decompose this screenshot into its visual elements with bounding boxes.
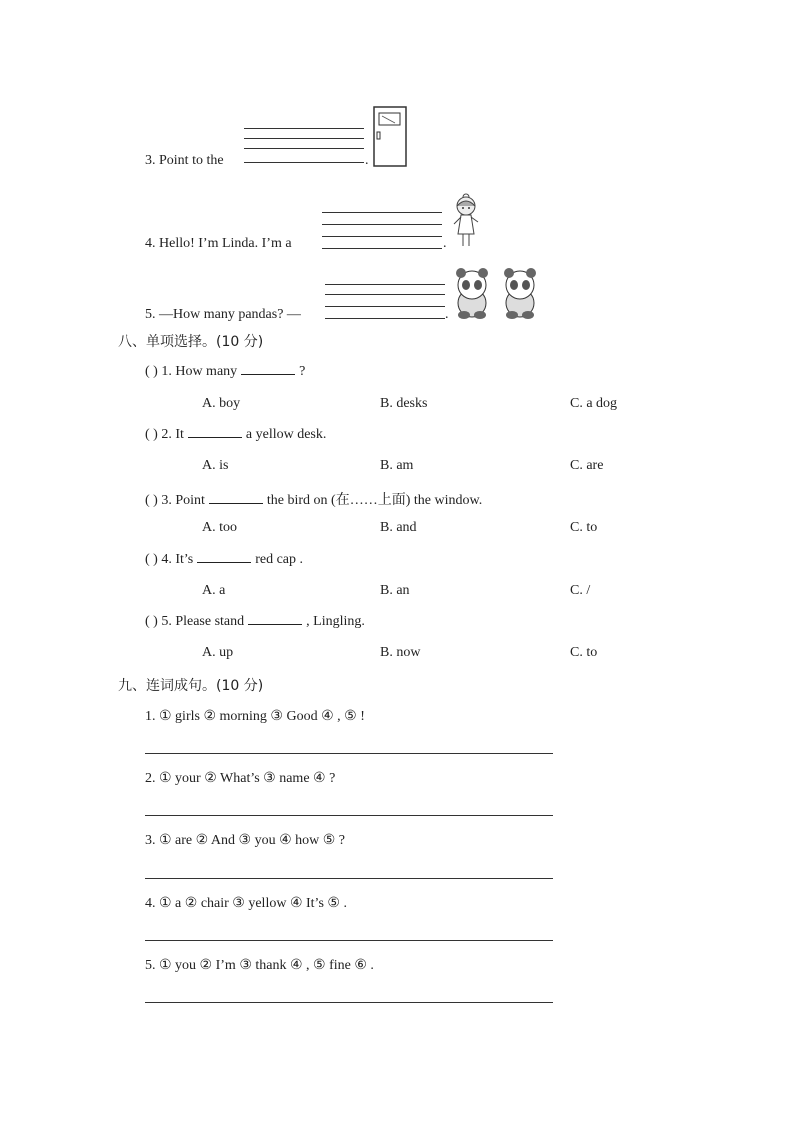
answer-blank xyxy=(188,436,242,438)
item-text: —How many pandas? — xyxy=(159,307,301,322)
option-c: C. to xyxy=(570,645,598,660)
answer-line[interactable] xyxy=(145,878,553,879)
answer-line[interactable] xyxy=(145,815,553,816)
option-c: C. a dog xyxy=(570,396,618,411)
question-text-after: red cap . xyxy=(255,552,304,567)
answer-paren[interactable]: ( ) xyxy=(145,427,158,442)
answer-line[interactable] xyxy=(145,1002,553,1003)
question-text-after: ? xyxy=(299,364,306,379)
option-a: A. a xyxy=(202,583,226,598)
option-c: C. / xyxy=(570,583,591,598)
item-number: 3. xyxy=(145,153,156,168)
item-text: Point to the xyxy=(159,153,224,168)
option-b: B. desks xyxy=(380,396,428,411)
picture-item-3 xyxy=(145,153,224,169)
question-row xyxy=(145,427,326,443)
pandas-icon xyxy=(450,267,544,321)
question-text: 2. It xyxy=(161,427,184,442)
option-c: C. are xyxy=(570,458,604,473)
option-a: A. too xyxy=(202,520,237,535)
period: . xyxy=(365,153,369,168)
question-text: 3. Point xyxy=(161,493,205,508)
question-text: 5. Please stand xyxy=(161,614,245,629)
answer-line[interactable] xyxy=(145,753,553,754)
option-b: B. and xyxy=(380,520,417,535)
answer-paren[interactable]: ( ) xyxy=(145,552,158,567)
writing-lines[interactable] xyxy=(322,212,442,250)
answer-paren[interactable]: ( ) xyxy=(145,614,158,629)
question-text-after: the bird on (在……上面) the window. xyxy=(266,493,483,508)
answer-blank xyxy=(197,561,251,563)
item-text: Hello! I’m Linda. I’m a xyxy=(159,236,292,251)
section-8-title: 八、单项选择。(10 分) xyxy=(118,334,264,350)
girl-icon xyxy=(451,192,481,250)
option-a: A. up xyxy=(202,645,234,660)
item-number: 4. xyxy=(145,236,156,251)
reorder-item: 5. ① you ② I’m ③ thank ④ , ⑤ fine ⑥ . xyxy=(145,958,374,973)
picture-item-5 xyxy=(145,307,301,323)
reorder-item: 3. ① are ② And ③ you ④ how ⑤ ? xyxy=(145,833,346,848)
option-a: A. boy xyxy=(202,396,241,411)
picture-item-4 xyxy=(145,236,292,252)
option-b: B. am xyxy=(380,458,414,473)
answer-blank xyxy=(241,373,295,375)
option-c: C. to xyxy=(570,520,598,535)
answer-blank xyxy=(248,623,302,625)
writing-lines[interactable] xyxy=(244,128,364,166)
answer-paren[interactable]: ( ) xyxy=(145,364,158,379)
answer-paren[interactable]: ( ) xyxy=(145,493,158,508)
question-text: 1. How many xyxy=(161,364,238,379)
option-b: B. an xyxy=(380,583,410,598)
question-text: 4. It’s xyxy=(161,552,194,567)
question-text-after: a yellow desk. xyxy=(245,427,327,442)
item-number: 5. xyxy=(145,307,156,322)
section-9-title: 九、连词成句。(10 分) xyxy=(118,678,264,694)
question-row xyxy=(145,614,365,630)
answer-line[interactable] xyxy=(145,940,553,941)
option-b: B. now xyxy=(380,645,421,660)
question-row xyxy=(145,489,482,509)
question-text-after: , Lingling. xyxy=(306,614,365,629)
writing-lines[interactable] xyxy=(325,284,445,320)
answer-blank xyxy=(209,502,263,504)
reorder-item: 4. ① a ② chair ③ yellow ④ It’s ⑤ . xyxy=(145,896,347,911)
door-icon xyxy=(373,106,407,167)
reorder-item: 2. ① your ② What’s ③ name ④ ? xyxy=(145,771,336,786)
period: . xyxy=(443,236,447,251)
option-a: A. is xyxy=(202,458,229,473)
period: . xyxy=(445,307,449,322)
question-row xyxy=(145,364,305,380)
reorder-item: 1. ① girls ② morning ③ Good ④ , ⑤ ! xyxy=(145,709,365,724)
question-row xyxy=(145,552,303,568)
